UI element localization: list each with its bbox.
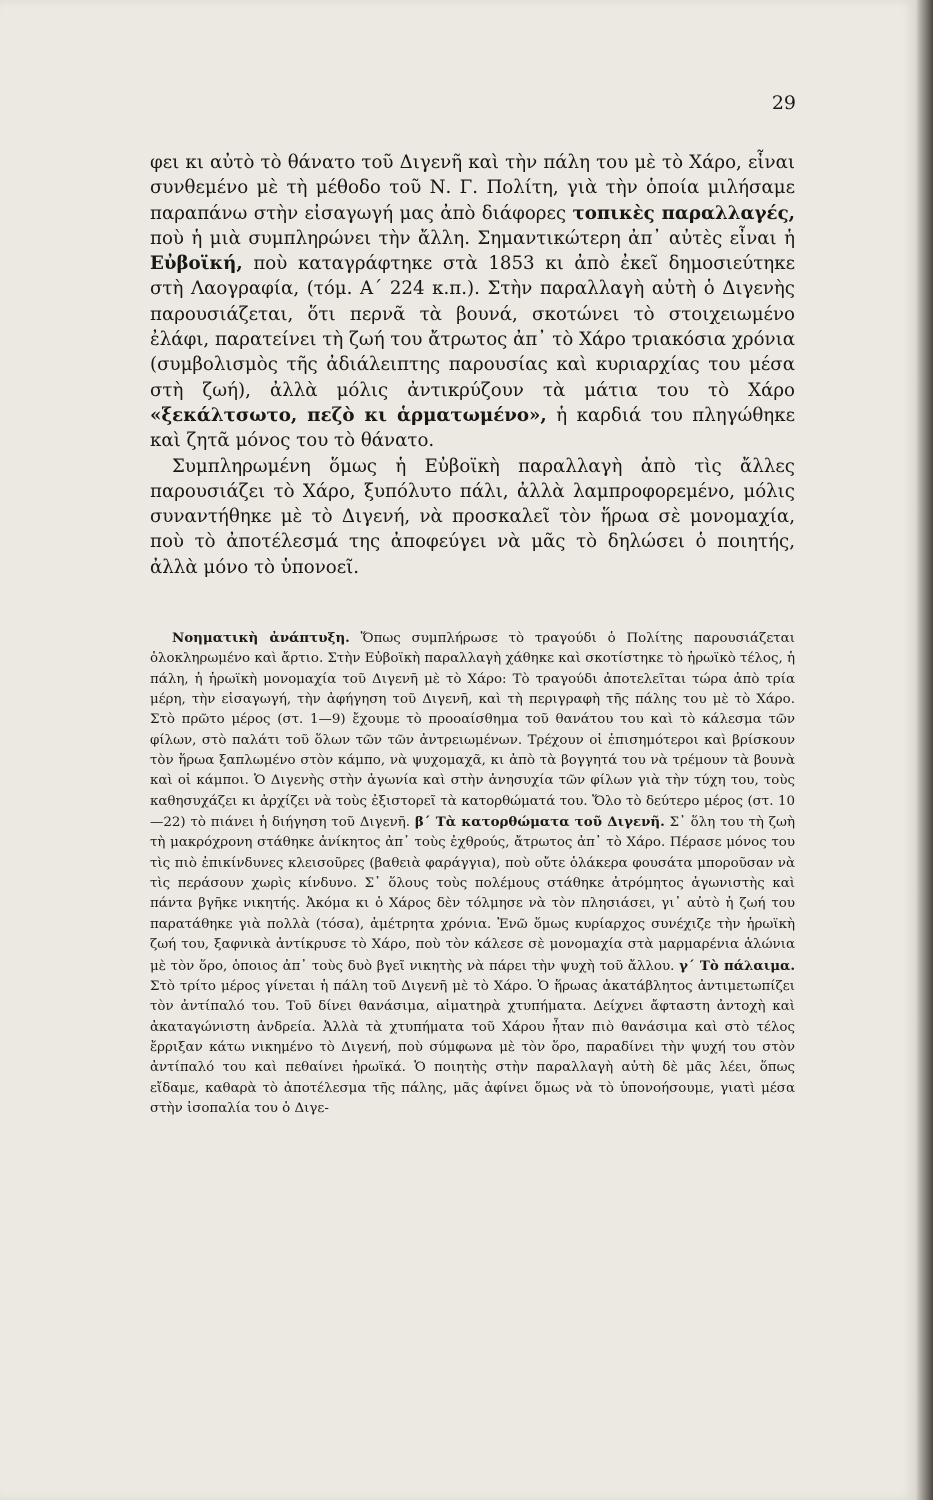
paragraph-1-bold-1: τοπικὲς παραλλαγές, [572,202,795,224]
commentary-text-3: Στὸ τρίτο μέρος γίνεται ἡ πάλη τοῦ Διγενῆ μὲ τὸ Χάρο. Ὁ ἥρωας ἀκατάβλητος ἀντιμετωπίζει τὸν ἀντίπαλό του. Τοῦ δίνει θανάσιμα, αἱματηρὰ χτυπήματα. Δείχνει ἄφταστη ἀντοχὴ καὶ ἀκαταγώνιστη ἀνδρεία. Ἀλλὰ τὰ χτυπήματα τοῦ Χάρου ἦταν πιὸ θανάσιμα καὶ στὸ τέλος ἔρριξαν κάτω νικημένο τὸ Διγενή, ποὺ σύμφωνα μὲ τὸν ὅρο, παραδίνει τὴν ψυχή του στὸν ἀντίπαλό του καὶ πεθαίνει ἡρωϊκά. Ὁ ποιητὴς στὴν παραλλαγὴ αὐτὴ δὲ μᾶς λέει, ὅπως εἴδαμε, καθαρὰ τὸ ἀποτέλεσμα τῆς πάλης, μᾶς ἀφίνει ὅμως νὰ τὸ ὑπονοήσουμε, γιατὶ μέσα στὴν ἰσοπαλία του ὁ Διγε- [150,978,795,1116]
paragraph-1-bold-3: «ξεκάλτσωτο, πεζὸ κι ἁρματωμένο», [150,404,547,426]
paragraph-2: Συμπληρωμένη ὅμως ἡ Εὐβοϊκὴ παραλλαγὴ ἀπὸ τὶς ἄλλες παρουσιάζει τὸ Χάρο, ξυπόλυτο πάλι, ἀλλὰ λαμπροφορεμένο, μόλις συναντήθηκε μὲ τὸ Διγενή, νὰ προσκαλεῖ τὸν ἥρωα σὲ μονομαχία, ποὺ τὸ ἀποτέλεσμά της ἀποφεύγει νὰ μᾶς τὸ δηλώσει ὁ ποιητής, ἀλλὰ μόνο τὸ ὑπονοεῖ. [150,455,795,578]
paragraph-1-bold-2: Εὐβοϊκή, [150,253,243,275]
page-edge-shadow [916,0,933,1500]
commentary-text-1: Ὅπως συμπλήρωσε τὸ τραγούδι ὁ Πολίτης παρουσιάζεται ὁλοκληρωμένο καὶ ἄρτιο. Στὴν Εὐβοϊκὴ παραλλαγὴ χάθηκε καὶ σκοτίστηκε τὸ ἡρωϊκὸ τέλος, ἡ πάλη, ἡ ἡρωϊκὴ μονομαχία τοῦ Διγενῆ μὲ τὸ Χάρο: Τὸ τραγούδι ἀποτελεῖται τώρα ἀπὸ τρία μέρη, τὴν εἰσαγωγή, τὴν ἀφήγηση τοῦ Διγενῆ, καὶ τὴ περιγραφὴ τῆς πάλης του μὲ τὸ Χάρο. Στὸ πρῶτο μέρος (στ. 1—9) ἔχουμε τὸ προοαίσθημα τοῦ θανάτου του καὶ τὸ κάλεσμα τῶν φίλων, στὸ παλάτι τοῦ ὅλων τῶν τῶν ἀντρειωμένων. Τρέχουν οἱ ἐπισημότεροι καὶ βρίσκουν τὸν ἥρωα ξαπλωμένο στὸν κάμπο, νὰ ψυχομαχᾶ, κι ἀπὸ τὰ βογγητά του νὰ τρέμουν τὰ βουνὰ καὶ οἱ κάμποι. Ὁ Διγενὴς στὴν ἀγωνία καὶ στὴν ἀνησυχία τῶν φίλων γιὰ τὴν τύχη του, τοὺς καθησυχάζει κι ἀρχίζει νὰ τοὺς ἐξιστορεῖ τὰ κατορθώματά του. Ὅλο τὸ δεύτερο μέρος (στ. 10—22) τὸ πιάνει ἡ διήγηση τοῦ Διγενῆ. [150,631,795,831]
commentary-bold-2: γ΄ Τὸ πάλαιμα. [679,957,795,974]
paragraph-1-text-2: ποὺ ἡ μιὰ συμπληρώνει τὴν ἄλλη. Σημαντικώτερη ἀπ᾽ αὐτὲς εἶναι ἡ [150,227,795,249]
commentary-heading: Νοηματικὴ ἀνάπτυξη. [172,630,350,646]
commentary-section [150,628,795,1119]
commentary-text-2: Σ᾽ ὅλη του τὴ ζωὴ τὴ μακρόχρονη στάθηκε ἀνίκητος ἀπ᾽ τοὺς ἐχθρούς, ἄτρωτος ἀπ᾽ τὸ Χάρο. Πέρασε μόνος του τὶς πιὸ ἐπικίνδυνες κλεισοῦρες (βαθειὰ φαράγγια), ποὺ οὔτε ὁλάκερα φουσάτα μποροῦσαν νὰ τὶς περάσουν χωρὶς κίνδυνο. Σ᾽ ὅλους τοὺς πολέμους στάθηκε ἀτρόμητος ἀγωνιστὴς καὶ πάντα βγῆκε νικητής. Ἀκόμα κι ὁ Χάρος δὲν τόλμησε νὰ τὸν πλησιάσει, γι᾽ αὐτὸ ἡ ζωή του παρατάθηκε γιὰ πολλὰ (τόσα), ἀμέτρητα χρόνια. Ἐνῶ ὅμως κυρίαρχος συνέχιζε τὴν ἡρωϊκὴ ζωή του, ξαφνικὰ ἀντίκρυσε τὸ Χάρο, ποὺ τὸν κάλεσε σὲ μονομαχία στὰ μαρμαρένια ἁλώνια μὲ τὸν ὅρο, ὁποιος ἀπ᾽ τοὺς δυὸ βγεῖ νικητὴς νὰ πάρει τὴν ψυχὴ τοῦ ἄλλου. [150,815,795,974]
paragraph-1 [150,150,795,454]
page-number: 29 [771,92,796,114]
paragraph-1-text-4: ἡ καρδιά του πληγώθηκε καὶ ζητᾶ μόνος του τὸ θάνατο. [150,404,795,452]
commentary-bold-1: β΄ Τὰ κατορθώματα τοῦ Διγενῆ. [414,814,665,831]
paragraph-1-text-3: ποὺ καταγράφτηκε στὰ 1853 κι ἀπὸ ἐκεῖ δημοσιεύτηκε στὴ Λαογραφία, (τόμ. Α΄ 224 κ.π.). Στὴν παραλλαγὴ αὐτὴ ὁ Διγενὴς παρουσιάζεται, ὅτι περνᾶ τὰ βουνά, σκοτώνει τὸ στοιχειωμένο ἐλάφι, παρατείνει τὴ ζωή του ἄτρωτος ἀπ᾽ τὸ Χάρο τριακόσια χρόνια (συμβολισμὸς τῆς ἀδιάλειπτης παρουσίας καὶ κυριαρχίας του μέσα στὴ ζωή), ἀλλὰ μόλις ἀντικρύζουν τὰ μάτια του τὸ Χάρο [150,253,795,401]
paragraph-1-text-1: φει κι αὐτὸ τὸ θάνατο τοῦ Διγενῆ καὶ τὴν πάλη του μὲ τὸ Χάρο, εἶναι συνθεμένο μὲ τὴ μέθοδο τοῦ Ν. Γ. Πολίτη, γιὰ τὴν ὁποία μιλήσαμε παραπάνω στὴν εἰσαγωγή μας ἀπὸ διάφορες [150,152,795,224]
commentary-paragraph [150,628,795,1119]
main-text [150,150,795,580]
